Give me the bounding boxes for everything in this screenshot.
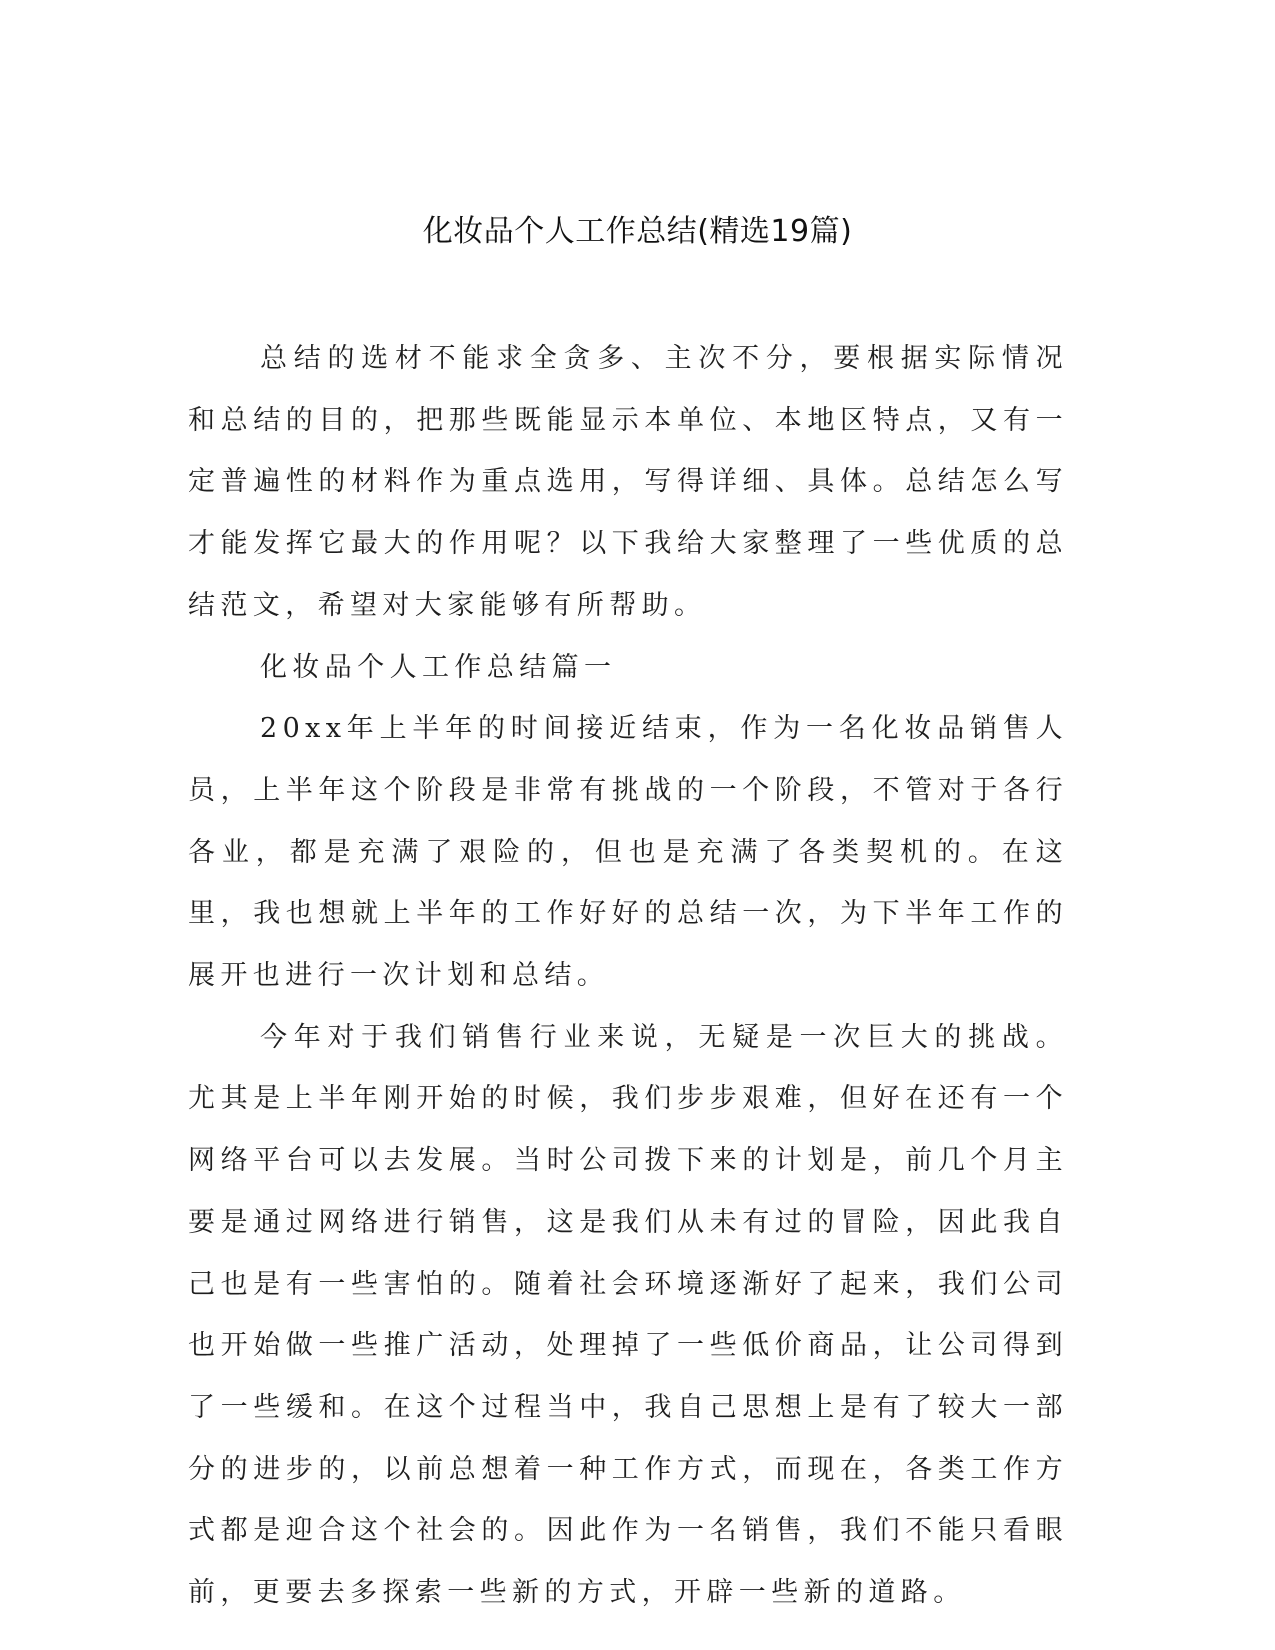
document-title: 化妆品个人工作总结(精选19篇) bbox=[422, 214, 853, 249]
body-paragraph: 20xx年上半年的时间接近结束，作为一名化妆品销售人员，上半年这个阶段是非常有挑战的一个阶段，不管对于各行各业，都是充满了艰险的，但也是充满了各类契机的。在这里，我也想就上半年的工作好好的总结一次，为下半年工作的展开也进行一次计划和总结。 bbox=[188, 713, 1068, 992]
body-paragraph: 今年对于我们销售行业来说，无疑是一次巨大的挑战。尤其是上半年刚开始的时候，我们步步艰难，但好在还有一个网络平台可以去发展。当时公司拨下来的计划是，前几个月主要是通过网络进行销售，这是我们从未有过的冒险，因此我自己也是有一些害怕的。随着社会环境逐渐好了起来，我们公司也开始做一些推广活动，处理掉了一些低价商品，让公司得到了一些缓和。在这个过程当中，我自己思想上是有了较大一部分的进步的，以前总想着一种工作方式，而现在，各类工作方式都是迎合这个社会的。因此作为一名销售，我们不能只看眼前，更要去多探索一些新的方式，开辟一些新的道路。 bbox=[188, 1021, 1068, 1609]
section-heading: 化妆品个人工作总结篇一 bbox=[260, 651, 617, 683]
intro-paragraph: 总结的选材不能求全贪多、主次不分，要根据实际情况和总结的目的，把那些既能显示本单位、本地区特点，又有一定普遍性的材料作为重点选用，写得详细、具体。总结怎么写才能发挥它最大的作用呢？以下我给大家整理了一些优质的总结范文，希望对大家能够有所帮助。 bbox=[188, 343, 1068, 621]
document-body bbox=[188, 328, 1068, 1624]
